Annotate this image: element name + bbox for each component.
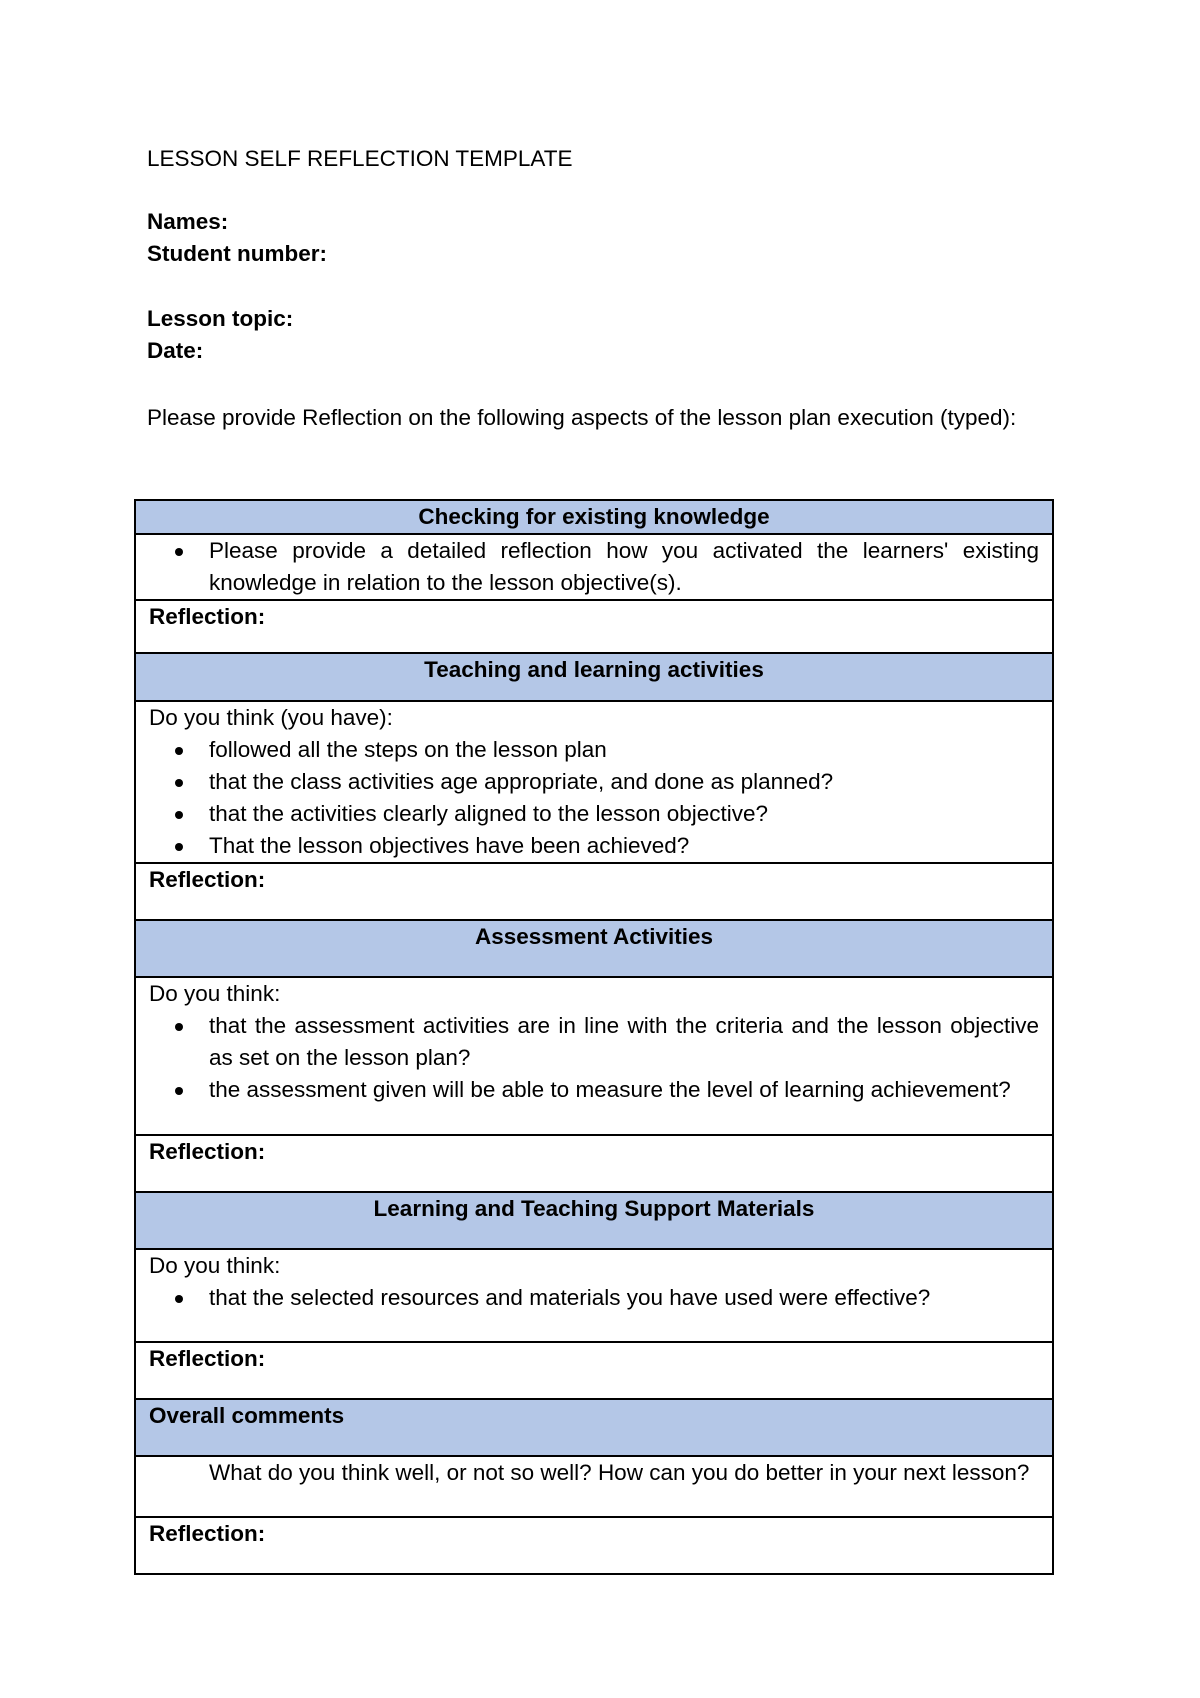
intro-paragraph: Please provide Reflection on the following aspects of the lesson plan execution (typed):: [147, 405, 1017, 430]
overall-prompt: What do you think well, or not so well? How can you do better in your next lesson?: [209, 1460, 1030, 1485]
bullet-list: [149, 535, 1039, 599]
student-number-label: Student number:: [147, 241, 327, 266]
section-header-assessment: Assessment Activities: [135, 920, 1053, 977]
reflection-field[interactable]: Reflection:: [135, 600, 1053, 653]
bullet-list: [149, 1010, 1039, 1106]
section-prompt-existing-knowledge: [135, 534, 1053, 600]
section-prompt-assessment: [135, 977, 1053, 1135]
list-item: Please provide a detailed reflection how you activated the learners' existing knowledge in relation to the lesson objective(s).: [209, 535, 1039, 599]
list-item: the assessment given will be able to measure the level of learning achievement?: [209, 1074, 1039, 1106]
bullet-list: [149, 734, 1039, 862]
list-item: that the selected resources and materials you have used were effective?: [209, 1282, 1039, 1314]
section-prompt-ltsm: [135, 1249, 1053, 1342]
list-item: that the class activities age appropriate, and done as planned?: [209, 766, 1039, 798]
reflection-field[interactable]: Reflection:: [135, 1342, 1053, 1399]
lead-text: Do you think:: [149, 1253, 281, 1278]
section-header-ltsm: Learning and Teaching Support Materials: [135, 1192, 1053, 1249]
section-prompt-teaching-learning: [135, 701, 1053, 863]
section-header-overall: Overall comments: [135, 1399, 1053, 1456]
date-label: Date:: [147, 338, 204, 363]
list-item: That the lesson objectives have been achieved?: [209, 830, 1039, 862]
list-item: that the assessment activities are in line with the criteria and the lesson objective as set on the lesson plan?: [209, 1010, 1039, 1074]
list-item: followed all the steps on the lesson plan: [209, 734, 1039, 766]
document-title: LESSON SELF REFLECTION TEMPLATE: [147, 146, 573, 171]
lead-text: Do you think (you have):: [149, 705, 393, 730]
section-header-existing-knowledge: Checking for existing knowledge: [135, 500, 1053, 534]
reflection-table: [134, 499, 1054, 1575]
section-prompt-overall: [135, 1456, 1053, 1517]
reflection-field[interactable]: Reflection:: [135, 1135, 1053, 1192]
reflection-field[interactable]: Reflection:: [135, 1517, 1053, 1574]
names-label: Names:: [147, 209, 229, 234]
section-header-teaching-learning: Teaching and learning activities: [135, 653, 1053, 701]
lead-text: Do you think:: [149, 981, 281, 1006]
reflection-field[interactable]: Reflection:: [135, 863, 1053, 920]
list-item: that the activities clearly aligned to the lesson objective?: [209, 798, 1039, 830]
lesson-topic-label: Lesson topic:: [147, 306, 294, 331]
bullet-list: [149, 1282, 1039, 1314]
